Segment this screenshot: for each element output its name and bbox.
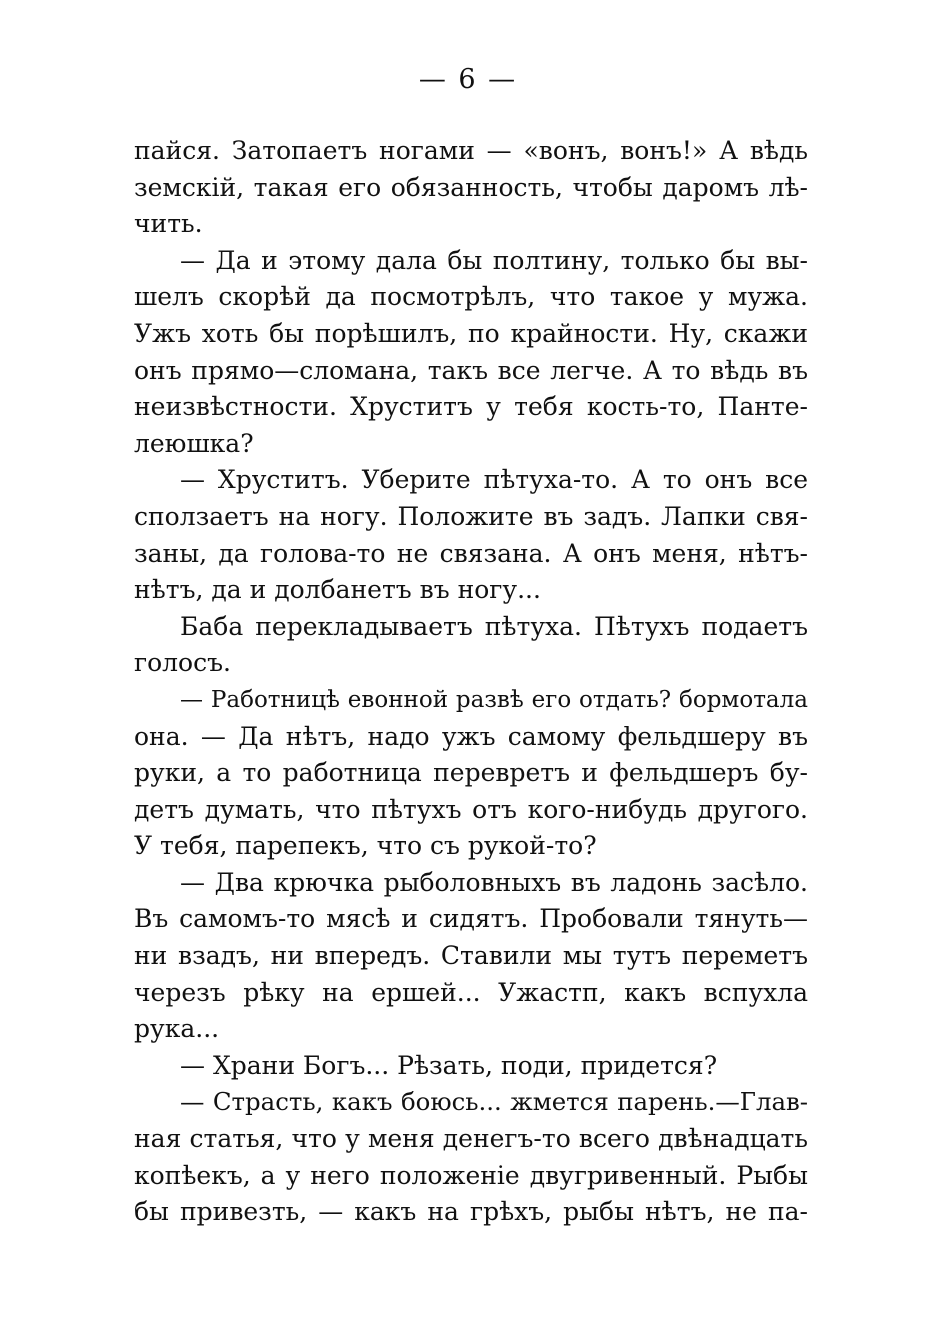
- text-line: Въ самомъ-то мясѣ и сидятъ. Пробовали тянуть—: [134, 904, 808, 934]
- text-line: руки, а то работница переврeтъ и фельдшеръ бу-: [134, 758, 808, 788]
- text-line: У тебя, парепекъ, что съ рукой-то?: [134, 831, 597, 861]
- text-line: — Храни Богъ... Рѣзать, поди, придется?: [180, 1050, 718, 1080]
- text-line: чить.: [134, 209, 203, 239]
- text-line: сползаетъ на ногу. Положите въ задъ. Лапки свя-: [134, 501, 808, 531]
- text-line: нѣтъ, да и долбанетъ въ ногу...: [134, 575, 541, 605]
- text-line: она. — Да нѣтъ, надо ужъ самому фельдшеру въ: [134, 721, 808, 751]
- text-line: пайся. Затопаетъ ногами — «вонъ, вонъ!» А вѣдь: [134, 136, 808, 165]
- text-line: земскій, такая его обязанность, чтобы даромъ лѣ-: [134, 172, 808, 202]
- text-line: рука...: [134, 1014, 220, 1044]
- text-line: Ужъ хоть бы порѣшилъ, по крайности. Ну, скажи: [134, 318, 808, 348]
- text-line: леюшка?: [134, 428, 254, 458]
- text-line: заны, да голова-то не связана. А онъ меня, нѣтъ-: [134, 538, 808, 568]
- text-line: — Да и этому дала бы полтину, только бы вы-: [180, 245, 808, 275]
- body-text: [134, 133, 808, 1231]
- text-line: — Страсть, какъ боюсь... жмется парень.—Глав-: [180, 1087, 808, 1117]
- page-number: — 6 —: [418, 64, 518, 95]
- text-line: голосъ.: [134, 648, 231, 678]
- text-line: ная статья, что у меня денегъ-то всего двѣнадцать: [134, 1124, 808, 1154]
- text-line: — Работницѣ евонной развѣ его отдать? бормотала: [180, 686, 808, 713]
- text-line: — Два крючка рыболовныхъ въ ладонь засѣло.: [180, 867, 808, 897]
- text-line: детъ думать, что пѣтухъ отъ кого-нибудь другого.: [134, 794, 808, 824]
- text-line: — Хруститъ. Уберите пѣтуха-то. А то онъ все: [180, 465, 808, 495]
- text-line: неизвѣстности. Хруститъ у тебя кость-то, Панте-: [134, 392, 808, 422]
- text-line: черезъ рѣку на ершей... Ужастп, какъ вспухла: [134, 977, 808, 1007]
- text-line: шелъ скорѣй да посмотрѣлъ, что такое у мужа.: [134, 282, 808, 312]
- text-line: онъ прямо—сломана, такъ все легче. А то вѣдь въ: [134, 355, 808, 385]
- text-line: бы привезть, — какъ на грѣхъ, рыбы нѣтъ, не па-: [134, 1197, 808, 1227]
- text-line: ни взадъ, ни впередъ. Ставили мы тутъ переметъ: [134, 941, 808, 971]
- text-line: Баба перекладываетъ пѣтуха. Пѣтухъ подаетъ: [180, 611, 808, 641]
- text-line: копѣекъ, а у него положеніе двугривенный. Рыбы: [134, 1160, 808, 1190]
